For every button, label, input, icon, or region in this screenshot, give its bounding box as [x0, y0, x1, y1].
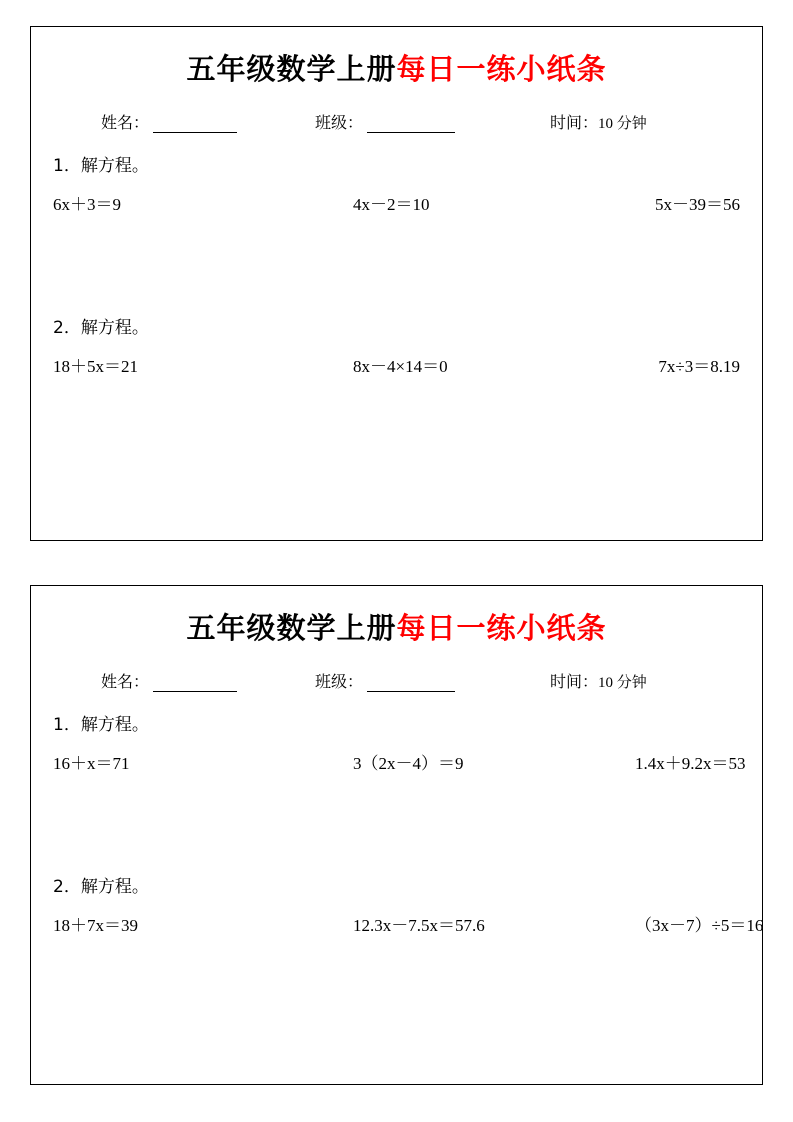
worksheet-1-section-1-problems	[53, 190, 740, 215]
worksheet-1-section-1-heading: 1．解方程。	[53, 156, 149, 176]
problem: 4x－2＝10	[353, 195, 430, 214]
worksheet-1-class-label: 班级：	[315, 113, 364, 132]
worksheet-1-time-label: 时间：	[550, 113, 599, 132]
worksheet-title-1	[53, 47, 740, 88]
worksheet-title-2-red: 每日一练小纸条	[396, 611, 607, 645]
worksheet-1-section-2-heading: 2．解方程。	[53, 318, 149, 338]
worksheet-2-meta-row	[53, 669, 740, 692]
worksheet-2-name-label: 姓名：	[101, 672, 150, 691]
worksheet-1-meta-row	[53, 110, 740, 133]
problem: 16＋x＝71	[53, 754, 130, 773]
worksheet-1-name-field[interactable]	[101, 110, 237, 133]
worksheet-title-2-black: 五年级数学上册	[186, 611, 397, 645]
worksheet-2-time-label: 时间：	[550, 672, 599, 691]
problem: （3x－7）÷5＝16	[635, 916, 764, 935]
problem: 3（2x－4）＝9	[353, 754, 464, 773]
worksheet-2-time-field	[550, 669, 647, 692]
problem: 12.3x－7.5x＝57.6	[353, 916, 485, 935]
worksheet-2-time-value: 10 分钟	[598, 675, 647, 691]
problem: 18＋5x＝21	[53, 357, 138, 376]
worksheet-2-section-2-heading: 2．解方程。	[53, 877, 149, 897]
worksheet-2-section-1-heading: 1．解方程。	[53, 715, 149, 735]
worksheet-2-class-field[interactable]	[315, 669, 455, 692]
worksheet-2-class-label: 班级：	[315, 672, 364, 691]
worksheet-1-time-field	[550, 110, 647, 133]
worksheet-card-2	[30, 585, 763, 1085]
problem: 5x－39＝56	[655, 195, 740, 214]
worksheet-1-section-1-workspace	[53, 215, 740, 299]
problem: 7x÷3＝8.19	[658, 357, 740, 376]
worksheet-1-class-field[interactable]	[315, 110, 455, 133]
worksheet-1-time-value: 10 分钟	[598, 116, 647, 132]
worksheet-2-section-2-workspace	[53, 936, 740, 1066]
worksheet-1-class-blank[interactable]	[367, 118, 455, 133]
worksheet-title-1-black: 五年级数学上册	[186, 52, 397, 86]
worksheet-card-1	[30, 26, 763, 541]
worksheet-2-name-blank[interactable]	[153, 677, 237, 692]
worksheet-1-section-2-workspace	[53, 377, 740, 527]
worksheet-1-name-label: 姓名：	[101, 113, 150, 132]
worksheet-2-name-field[interactable]	[101, 669, 237, 692]
worksheet-1-section-2-problems	[53, 352, 740, 377]
problem: 1.4x＋9.2x＝53	[635, 754, 746, 773]
worksheet-2-section-1-problems	[53, 749, 746, 774]
worksheet-title-1-red: 每日一练小纸条	[396, 52, 607, 86]
worksheet-2-section-2-problems	[53, 911, 764, 936]
worksheet-1-name-blank[interactable]	[153, 118, 237, 133]
problem: 18＋7x＝39	[53, 916, 138, 935]
problem: 8x－4×14＝0	[353, 357, 448, 376]
worksheet-2-section-1-workspace	[53, 774, 740, 858]
worksheet-2-class-blank[interactable]	[367, 677, 455, 692]
problem: 6x＋3＝9	[53, 195, 121, 214]
worksheet-title-2	[53, 606, 740, 647]
